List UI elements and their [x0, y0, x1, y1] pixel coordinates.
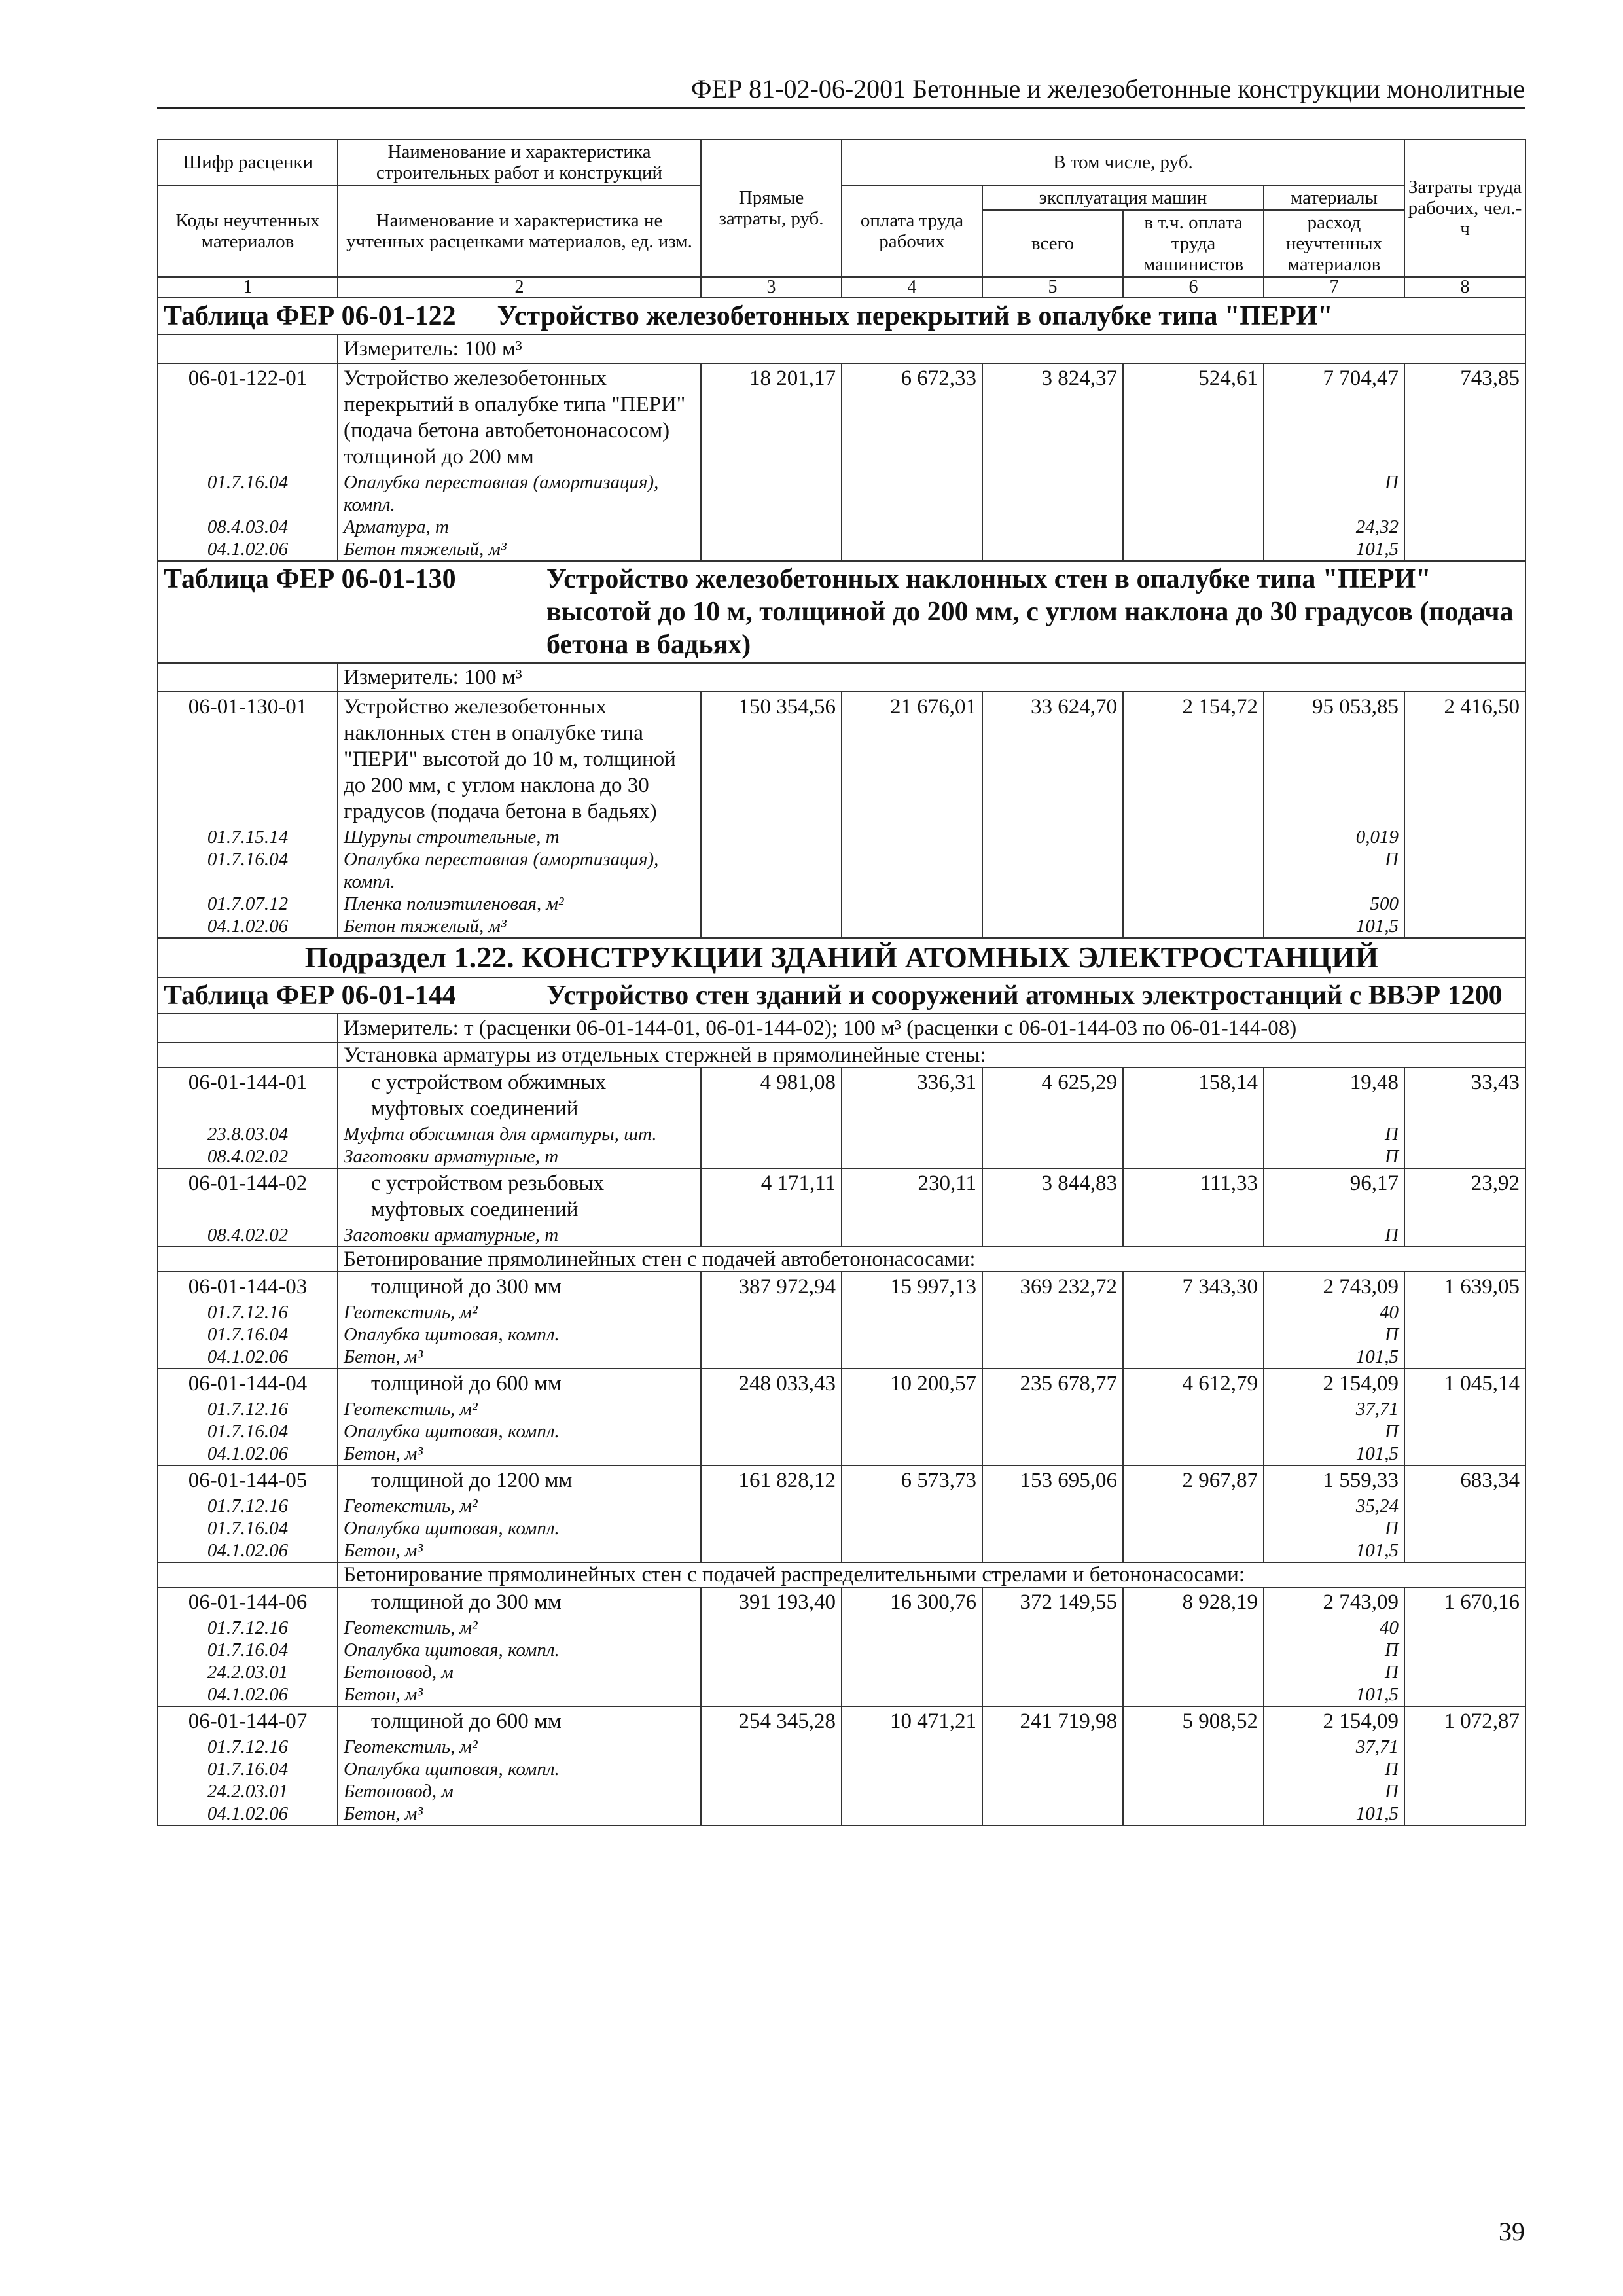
materials-cost: 95 053,85 [1264, 692, 1404, 826]
rate-name: с устройством обжимных муфтовых соединений [338, 1067, 701, 1123]
material-row [158, 1617, 1525, 1639]
materials-cost: 19,48 [1264, 1067, 1404, 1123]
rate-name: толщиной до 300 мм [338, 1587, 701, 1617]
material-row [158, 915, 1525, 938]
material-name: Геотекстиль, м² [338, 1301, 701, 1323]
measure-text: Измеритель: т (расценки 06-01-144-01, 06-01-144-02); 100 м³ (расценки с 06-01-144-03 по 06-01-144-08) [338, 1014, 1525, 1043]
material-qty: 101,5 [1264, 1346, 1404, 1369]
table-number: Таблица ФЕР 06-01-130 [164, 564, 456, 594]
rate-row [158, 1067, 1525, 1123]
material-name: Заготовки арматурные, т [338, 1224, 701, 1247]
labor-hours: 1 072,87 [1404, 1706, 1525, 1736]
table-title-row [158, 561, 1525, 663]
rate-name: с устройством резьбовых муфтовых соединений [338, 1168, 701, 1224]
group-row [158, 1562, 1525, 1587]
machines-cost: 3 824,37 [982, 363, 1123, 471]
material-qty: 37,71 [1264, 1736, 1404, 1758]
material-qty: 101,5 [1264, 915, 1404, 938]
wage-cost: 6 573,73 [842, 1465, 982, 1495]
column-numbers-row [158, 277, 1525, 298]
wage-cost: 15 997,13 [842, 1272, 982, 1301]
material-code: 04.1.02.06 [158, 538, 338, 561]
machines-cost: 235 678,77 [982, 1369, 1123, 1398]
materials-cost: 1 559,33 [1264, 1465, 1404, 1495]
material-code: 01.7.12.16 [158, 1495, 338, 1517]
machinist-wage: 8 928,19 [1123, 1587, 1264, 1617]
material-qty: 40 [1264, 1617, 1404, 1639]
direct-cost: 254 345,28 [701, 1706, 842, 1736]
rate-row [158, 1706, 1525, 1736]
materials-cost: 2 154,09 [1264, 1369, 1404, 1398]
rate-name: толщиной до 300 мм [338, 1272, 701, 1301]
materials-cost: 7 704,47 [1264, 363, 1404, 471]
material-qty: 0,019 [1264, 826, 1404, 848]
labor-hours: 23,92 [1404, 1168, 1525, 1224]
material-qty: П [1264, 848, 1404, 893]
col-num: 7 [1264, 277, 1404, 298]
col-num: 1 [158, 277, 338, 298]
material-name: Опалубка щитовая, компл. [338, 1639, 701, 1661]
rate-name: толщиной до 1200 мм [338, 1465, 701, 1495]
header-code-bottom: Коды неучтенных материалов [158, 185, 338, 277]
material-qty: П [1264, 471, 1404, 516]
material-row [158, 1145, 1525, 1168]
measure-row [158, 663, 1525, 692]
col-num: 2 [338, 277, 701, 298]
table-title-row [158, 977, 1525, 1014]
material-name: Бетоновод, м [338, 1661, 701, 1683]
col-num: 5 [982, 277, 1123, 298]
wage-cost: 21 676,01 [842, 692, 982, 826]
material-qty: П [1264, 1123, 1404, 1145]
rate-code: 06-01-144-04 [158, 1369, 338, 1398]
rate-code: 06-01-122-01 [158, 363, 338, 471]
header-wage: оплата труда рабочих [842, 185, 982, 277]
measure-row [158, 1014, 1525, 1043]
rate-row [158, 1587, 1525, 1617]
material-name: Геотекстиль, м² [338, 1736, 701, 1758]
rate-code: 06-01-144-02 [158, 1168, 338, 1224]
material-name: Опалубка щитовая, компл. [338, 1517, 701, 1539]
rate-name: Устройство железобетонных перекрытий в опалубке типа "ПЕРИ" (подача бетона автобетононасосом) толщиной до 200 мм [338, 363, 701, 471]
material-code: 01.7.12.16 [158, 1736, 338, 1758]
table-title-row [158, 298, 1525, 334]
header-rule [157, 107, 1525, 109]
rate-code: 06-01-144-01 [158, 1067, 338, 1123]
header-labor: Затраты труда рабочих, чел.-ч [1404, 139, 1525, 277]
header-machines-total: всего [982, 210, 1123, 277]
material-qty: 500 [1264, 893, 1404, 915]
material-row [158, 893, 1525, 915]
header-row-1 [158, 139, 1525, 185]
material-row [158, 1639, 1525, 1661]
machines-cost: 372 149,55 [982, 1587, 1123, 1617]
page-number: 39 [1499, 2217, 1525, 2246]
material-code: 01.7.16.04 [158, 1639, 338, 1661]
material-name: Бетон, м³ [338, 1443, 701, 1465]
machines-cost: 4 625,29 [982, 1067, 1123, 1123]
rate-row [158, 1272, 1525, 1301]
material-code: 04.1.02.06 [158, 1346, 338, 1369]
machines-cost: 369 232,72 [982, 1272, 1123, 1301]
material-name: Арматура, т [338, 516, 701, 538]
material-row [158, 471, 1525, 516]
material-code: 08.4.02.02 [158, 1145, 338, 1168]
machinist-wage: 7 343,30 [1123, 1272, 1264, 1301]
material-code: 01.7.16.04 [158, 1517, 338, 1539]
materials-cost: 96,17 [1264, 1168, 1404, 1224]
header-direct: Прямые затраты, руб. [701, 139, 842, 277]
material-row [158, 516, 1525, 538]
group-row [158, 1247, 1525, 1272]
material-code: 08.4.03.04 [158, 516, 338, 538]
direct-cost: 161 828,12 [701, 1465, 842, 1495]
rate-row [158, 1465, 1525, 1495]
direct-cost: 4 171,11 [701, 1168, 842, 1224]
rates-table [157, 139, 1526, 1826]
material-row [158, 538, 1525, 561]
material-code: 24.2.03.01 [158, 1661, 338, 1683]
material-qty: П [1264, 1323, 1404, 1346]
material-qty: П [1264, 1517, 1404, 1539]
material-qty: П [1264, 1639, 1404, 1661]
material-qty: 40 [1264, 1301, 1404, 1323]
material-qty: 35,24 [1264, 1495, 1404, 1517]
material-name: Опалубка переставная (амортизация), компл. [338, 471, 701, 516]
subsection-row [158, 938, 1525, 977]
material-name: Шурупы строительные, т [338, 826, 701, 848]
material-name: Бетон тяжелый, м³ [338, 915, 701, 938]
group-title: Бетонирование прямолинейных стен с подачей автобетононасосами: [338, 1247, 1525, 1272]
measure-text: Измеритель: 100 м³ [338, 663, 1525, 692]
wage-cost: 16 300,76 [842, 1587, 982, 1617]
material-name: Бетоновод, м [338, 1780, 701, 1803]
rate-row [158, 1168, 1525, 1224]
material-qty: 101,5 [1264, 1803, 1404, 1825]
rate-name: Устройство железобетонных наклонных стен в опалубке типа "ПЕРИ" высотой до 10 м, толщиной до 200 мм, с углом наклона до 30 градусов (подача бетона в бадьях) [338, 692, 701, 826]
direct-cost: 387 972,94 [701, 1272, 842, 1301]
material-qty: П [1264, 1145, 1404, 1168]
rate-code: 06-01-144-06 [158, 1587, 338, 1617]
machinist-wage: 2 967,87 [1123, 1465, 1264, 1495]
material-qty: П [1264, 1420, 1404, 1443]
material-row [158, 1398, 1525, 1420]
machinist-wage: 2 154,72 [1123, 692, 1264, 826]
group-title: Бетонирование прямолинейных стен с подачей распределительными стрелами и бетононасосами: [338, 1562, 1525, 1587]
table-title: Устройство железобетонных наклонных стен в опалубке типа "ПЕРИ" высотой до 10 м, толщиной до 200 мм, с углом наклона до 30 градусов (подача бетона в бадьях) [546, 564, 1514, 660]
header-machines: эксплуатация машин [982, 185, 1264, 210]
material-name: Пленка полиэтиленовая, м² [338, 893, 701, 915]
material-name: Опалубка переставная (амортизация), компл. [338, 848, 701, 893]
material-code: 01.7.16.04 [158, 471, 338, 516]
header-machines-wage: в т.ч. оплата труда машинистов [1123, 210, 1264, 277]
header-code-top: Шифр расценки [158, 139, 338, 185]
header-materials: материалы [1264, 185, 1404, 210]
material-qty: 101,5 [1264, 1539, 1404, 1562]
machinist-wage: 158,14 [1123, 1067, 1264, 1123]
table-title: Устройство стен зданий и сооружений атомных электростанций с ВВЭР 1200 [546, 980, 1503, 1011]
machines-cost: 153 695,06 [982, 1465, 1123, 1495]
group-title: Установка арматуры из отдельных стержней в прямолинейные стены: [338, 1043, 1525, 1067]
table-title: Устройство железобетонных перекрытий в опалубке типа "ПЕРИ" [497, 301, 1333, 331]
direct-cost: 150 354,56 [701, 692, 842, 826]
rate-row [158, 363, 1525, 471]
material-code: 01.7.16.04 [158, 1758, 338, 1780]
material-qty: П [1264, 1224, 1404, 1247]
material-row [158, 1539, 1525, 1562]
material-code: 01.7.15.14 [158, 826, 338, 848]
wage-cost: 230,11 [842, 1168, 982, 1224]
subsection-title: Подраздел 1.22. КОНСТРУКЦИИ ЗДАНИЙ АТОМНЫХ ЭЛЕКТРОСТАНЦИЙ [158, 938, 1525, 977]
material-qty: П [1264, 1780, 1404, 1803]
material-code: 24.2.03.01 [158, 1780, 338, 1803]
material-code: 04.1.02.06 [158, 1443, 338, 1465]
rate-code: 06-01-144-03 [158, 1272, 338, 1301]
machinist-wage: 524,61 [1123, 363, 1264, 471]
running-head: ФЕР 81-02-06-2001 Бетонные и железобетонные конструкции монолитные [690, 74, 1525, 103]
material-name: Геотекстиль, м² [338, 1617, 701, 1639]
material-name: Бетон, м³ [338, 1539, 701, 1562]
col-num: 4 [842, 277, 982, 298]
header-name-bottom: Наименование и характеристика не учтенных расценками материалов, ед. изм. [338, 185, 701, 277]
material-code: 01.7.12.16 [158, 1398, 338, 1420]
material-code: 08.4.02.02 [158, 1224, 338, 1247]
wage-cost: 10 200,57 [842, 1369, 982, 1398]
wage-cost: 10 471,21 [842, 1706, 982, 1736]
material-row [158, 1301, 1525, 1323]
material-code: 01.7.12.16 [158, 1617, 338, 1639]
material-name: Опалубка щитовая, компл. [338, 1758, 701, 1780]
direct-cost: 18 201,17 [701, 363, 842, 471]
material-name: Муфта обжимная для арматуры, шт. [338, 1123, 701, 1145]
machinist-wage: 4 612,79 [1123, 1369, 1264, 1398]
material-row [158, 1780, 1525, 1803]
rate-name: толщиной до 600 мм [338, 1369, 701, 1398]
rate-code: 06-01-144-07 [158, 1706, 338, 1736]
labor-hours: 743,85 [1404, 363, 1525, 471]
wage-cost: 6 672,33 [842, 363, 982, 471]
material-qty: 101,5 [1264, 538, 1404, 561]
material-row [158, 1758, 1525, 1780]
material-name: Бетон тяжелый, м³ [338, 538, 701, 561]
material-row [158, 1495, 1525, 1517]
measure-text: Измеритель: 100 м³ [338, 334, 1525, 363]
header-name-top: Наименование и характеристика строительных работ и конструкций [338, 139, 701, 185]
material-row [158, 1443, 1525, 1465]
machinist-wage: 111,33 [1123, 1168, 1264, 1224]
material-row [158, 1803, 1525, 1825]
material-qty: П [1264, 1661, 1404, 1683]
material-name: Заготовки арматурные, т [338, 1145, 701, 1168]
header-row-2 [158, 185, 1525, 210]
material-name: Опалубка щитовая, компл. [338, 1420, 701, 1443]
material-code: 01.7.16.04 [158, 1323, 338, 1346]
material-row [158, 1346, 1525, 1369]
material-row [158, 1683, 1525, 1706]
labor-hours: 1 639,05 [1404, 1272, 1525, 1301]
group-row [158, 1043, 1525, 1067]
machines-cost: 241 719,98 [982, 1706, 1123, 1736]
rate-row [158, 1369, 1525, 1398]
direct-cost: 391 193,40 [701, 1587, 842, 1617]
material-qty: 101,5 [1264, 1683, 1404, 1706]
material-code: 04.1.02.06 [158, 1539, 338, 1562]
machines-cost: 3 844,83 [982, 1168, 1123, 1224]
materials-cost: 2 743,09 [1264, 1587, 1404, 1617]
material-code: 04.1.02.06 [158, 1683, 338, 1706]
labor-hours: 683,34 [1404, 1465, 1525, 1495]
material-qty: 24,32 [1264, 516, 1404, 538]
labor-hours: 33,43 [1404, 1067, 1525, 1123]
rate-row [158, 692, 1525, 826]
material-code: 04.1.02.06 [158, 1803, 338, 1825]
measure-row [158, 334, 1525, 363]
material-qty: 37,71 [1264, 1398, 1404, 1420]
material-name: Опалубка щитовая, компл. [338, 1323, 701, 1346]
material-row [158, 1736, 1525, 1758]
material-row [158, 1661, 1525, 1683]
table-number: Таблица ФЕР 06-01-144 [164, 980, 456, 1011]
material-row [158, 1323, 1525, 1346]
machinist-wage: 5 908,52 [1123, 1706, 1264, 1736]
col-num: 3 [701, 277, 842, 298]
material-code: 23.8.03.04 [158, 1123, 338, 1145]
labor-hours: 1 670,16 [1404, 1587, 1525, 1617]
table-number: Таблица ФЕР 06-01-122 [164, 301, 456, 331]
wage-cost: 336,31 [842, 1067, 982, 1123]
material-row [158, 1123, 1525, 1145]
col-num: 8 [1404, 277, 1525, 298]
rate-code: 06-01-130-01 [158, 692, 338, 826]
materials-cost: 2 743,09 [1264, 1272, 1404, 1301]
material-code: 01.7.16.04 [158, 1420, 338, 1443]
material-row [158, 826, 1525, 848]
material-code: 01.7.12.16 [158, 1301, 338, 1323]
material-name: Геотекстиль, м² [338, 1398, 701, 1420]
header-incl: В том числе, руб. [842, 139, 1404, 185]
material-qty: П [1264, 1758, 1404, 1780]
material-row [158, 1517, 1525, 1539]
material-row [158, 1420, 1525, 1443]
labor-hours: 2 416,50 [1404, 692, 1525, 826]
material-row [158, 848, 1525, 893]
materials-cost: 2 154,09 [1264, 1706, 1404, 1736]
direct-cost: 4 981,08 [701, 1067, 842, 1123]
header-materials-sub: расход неучтенных материалов [1264, 210, 1404, 277]
rate-code: 06-01-144-05 [158, 1465, 338, 1495]
material-name: Бетон, м³ [338, 1803, 701, 1825]
material-row [158, 1224, 1525, 1247]
material-name: Бетон, м³ [338, 1346, 701, 1369]
material-name: Бетон, м³ [338, 1683, 701, 1706]
material-code: 04.1.02.06 [158, 915, 338, 938]
col-num: 6 [1123, 277, 1264, 298]
labor-hours: 1 045,14 [1404, 1369, 1525, 1398]
rate-name: толщиной до 600 мм [338, 1706, 701, 1736]
machines-cost: 33 624,70 [982, 692, 1123, 826]
direct-cost: 248 033,43 [701, 1369, 842, 1398]
material-code: 01.7.16.04 [158, 848, 338, 893]
material-qty: 101,5 [1264, 1443, 1404, 1465]
material-code: 01.7.07.12 [158, 893, 338, 915]
material-name: Геотекстиль, м² [338, 1495, 701, 1517]
